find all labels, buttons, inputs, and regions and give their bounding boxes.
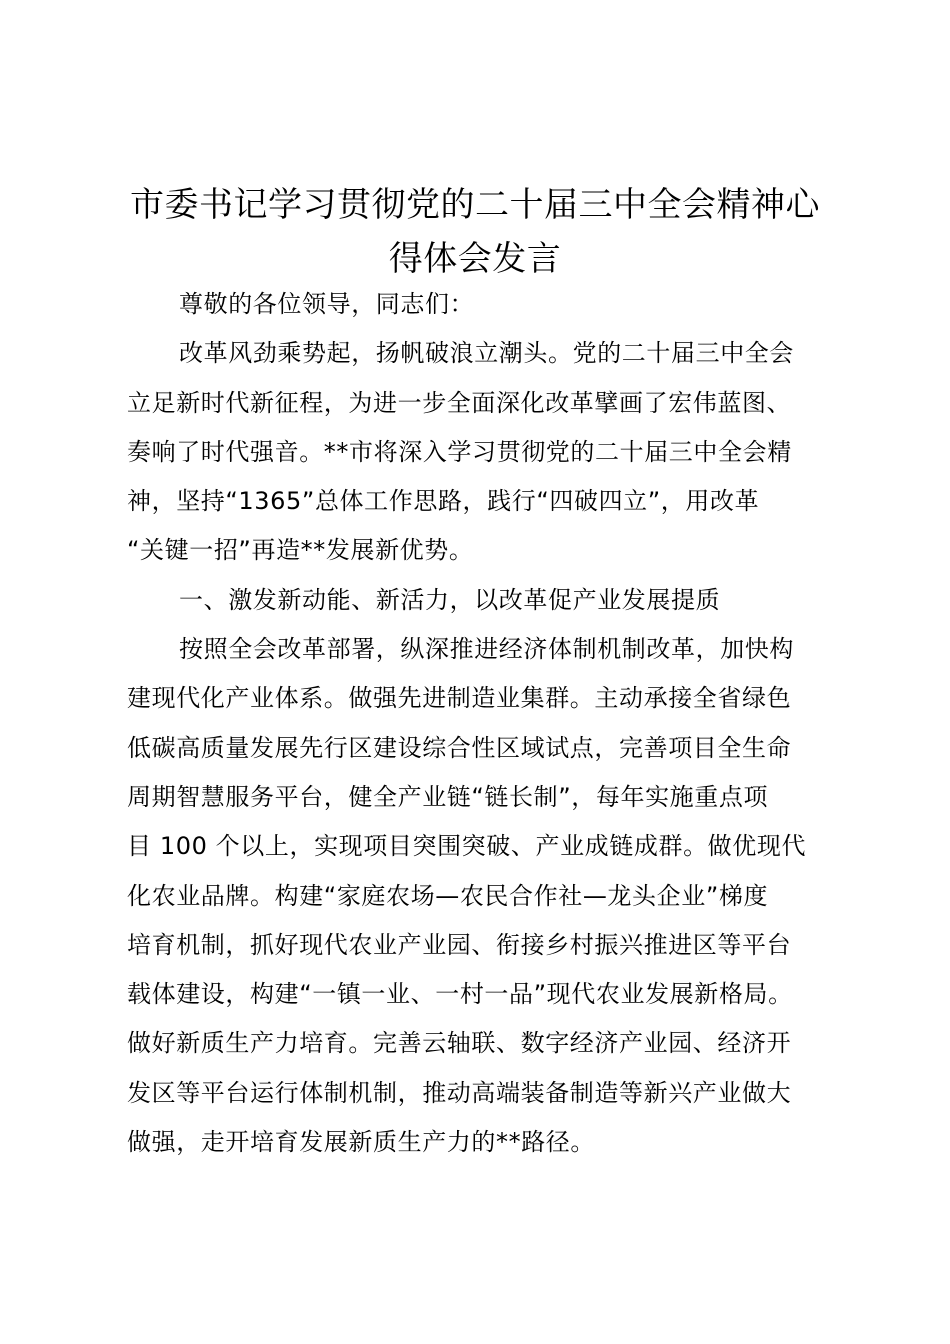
salutation: 尊敬的各位领导，同志们： bbox=[179, 290, 475, 318]
intro-paragraph-line: 改革风劲乘势起，扬帆破浪立潮头。党的二十届三中全会 bbox=[179, 339, 794, 368]
section-paragraph-line: 按照全会改革部署，纵深推进经济体制机制改革，加快构 bbox=[179, 635, 794, 664]
section-paragraph-line: 建现代化产业体系。做强先进制造业集群。主动承接全省绿色 bbox=[127, 684, 792, 713]
document-body bbox=[127, 280, 831, 1167]
section-heading: 一、激发新动能、新活力，以改革促产业发展提质 bbox=[179, 585, 721, 614]
document-title bbox=[100, 178, 850, 286]
section-paragraph-line: 化农业品牌。构建“家庭农场—农民合作社—龙头企业”梯度 bbox=[127, 881, 769, 910]
title-line: 市委书记学习贯彻党的二十届三中全会精神心 bbox=[130, 185, 820, 225]
section-paragraph-line: 低碳高质量发展先行区建设综合性区域试点，完善项目全生命 bbox=[127, 733, 792, 762]
section-paragraph-line: 做强，走开培育发展新质生产力的**路径。 bbox=[127, 1128, 595, 1157]
intro-paragraph-line: 奏响了时代强音。**市将深入学习贯彻党的二十届三中全会精 bbox=[127, 437, 792, 466]
section-paragraph-line: 周期智慧服务平台，健全产业链“链长制”，每年实施重点项 bbox=[127, 782, 769, 811]
section-paragraph-line: 目 100 个以上，实现项目突围突破、产业成链成群。做优现代 bbox=[127, 832, 807, 861]
section-paragraph-line: 载体建设，构建“一镇一业、一村一品”现代农业发展新格局。 bbox=[127, 980, 793, 1009]
section-paragraph-line: 做好新质生产力培育。完善云轴联、数字经济产业园、经济开 bbox=[127, 1029, 792, 1058]
title-line: 得体会发言 bbox=[388, 239, 562, 279]
intro-paragraph-line: “关键一招”再造**发展新优势。 bbox=[127, 536, 474, 565]
section-paragraph-line: 培育机制，抓好现代农业产业园、衔接乡村振兴推进区等平台 bbox=[127, 930, 792, 959]
section-paragraph-line: 发区等平台运行体制机制，推动高端装备制造等新兴产业做大 bbox=[127, 1078, 792, 1107]
intro-paragraph-line: 神，坚持“1365”总体工作思路，践行“四破四立”，用改革 bbox=[127, 487, 760, 516]
intro-paragraph-line: 立足新时代新征程，为进一步全面深化改革擘画了宏伟蓝图、 bbox=[127, 388, 792, 417]
